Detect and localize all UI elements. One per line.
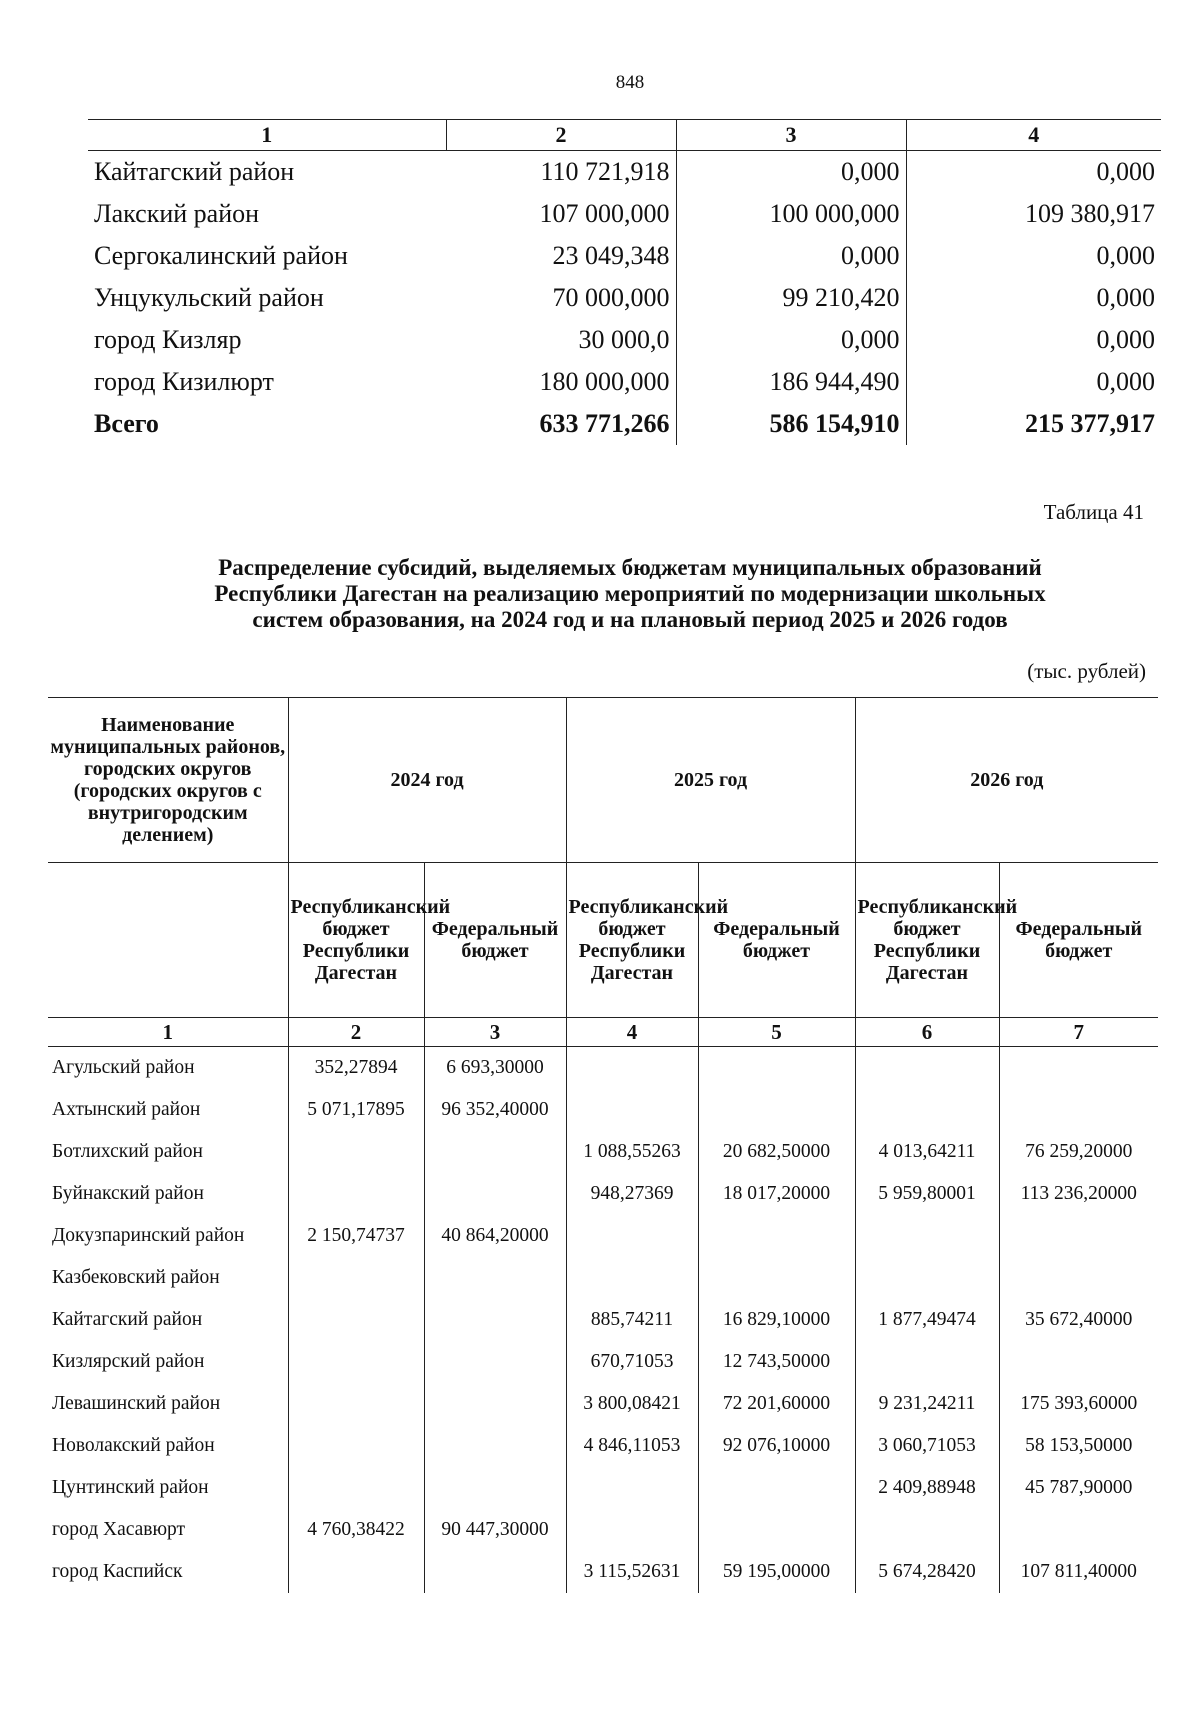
table-row: [48, 1173, 1158, 1215]
value-cell: [424, 1425, 566, 1467]
value-cell: 4 013,64211: [855, 1131, 999, 1173]
district-name: Буйнакский район: [52, 1183, 204, 1204]
value-cell: 72 201,60000: [698, 1383, 855, 1425]
district-name: Лакский район: [94, 199, 260, 228]
district-name: Ахтынский район: [52, 1099, 201, 1120]
value-cell: [698, 1215, 855, 1257]
value-cell: [566, 1257, 698, 1299]
total-value: 633 771,266: [539, 409, 670, 438]
table-row: [48, 1215, 1158, 1257]
value-cell: [999, 1509, 1158, 1551]
district-name: город Кизилюрт: [94, 367, 274, 396]
value-cell: [424, 1341, 566, 1383]
value-cell: 113 236,20000: [999, 1173, 1158, 1215]
table-row: [88, 193, 1161, 235]
value-cell: [855, 1257, 999, 1299]
value-cell: 76 259,20000: [999, 1131, 1158, 1173]
value-cell: 18 017,20000: [698, 1173, 855, 1215]
value-cell: 110 721,918: [540, 157, 670, 186]
value-cell: 0,000: [676, 151, 906, 194]
total-value: 586 154,910: [676, 403, 906, 445]
total-label: Всего: [94, 409, 159, 438]
district-name: Унцукульский район: [94, 283, 324, 312]
value-cell: 16 829,10000: [698, 1299, 855, 1341]
value-cell: [288, 1425, 424, 1467]
page-number: 848: [615, 72, 645, 93]
table-row: [48, 1341, 1158, 1383]
empty-header-cell: [48, 863, 288, 1018]
year-header-2026: 2026 год: [855, 698, 1158, 863]
column-number: 1: [88, 120, 446, 151]
value-cell: [855, 1341, 999, 1383]
district-name: Сергокалинский район: [94, 241, 348, 270]
value-cell: [424, 1131, 566, 1173]
value-cell: 59 195,00000: [698, 1551, 855, 1593]
column-number: 7: [999, 1018, 1158, 1047]
value-cell: [424, 1257, 566, 1299]
table-row: [48, 1299, 1158, 1341]
title-line: систем образования, на 2024 год и на плановый период 2025 и 2026 годов: [252, 607, 1008, 632]
title-line: Распределение субсидий, выделяемых бюджетам муниципальных образований: [218, 555, 1042, 580]
value-cell: 30 000,0: [578, 325, 670, 354]
value-cell: 23 049,348: [552, 241, 670, 270]
table-row: [88, 235, 1161, 277]
name-column-header: Наименование муниципальных районов, городских округов (городских округов с внутригородским делением): [48, 698, 288, 863]
value-cell: [855, 1509, 999, 1551]
value-cell: 90 447,30000: [424, 1509, 566, 1551]
total-row: [88, 403, 1161, 445]
table-row: [48, 1047, 1158, 1090]
value-cell: 107 811,40000: [999, 1551, 1158, 1593]
year-header-2025: 2025 год: [566, 698, 855, 863]
value-cell: 58 153,50000: [999, 1425, 1158, 1467]
value-cell: [855, 1089, 999, 1131]
district-name: Кизлярский район: [52, 1351, 205, 1372]
value-cell: 3 060,71053: [855, 1425, 999, 1467]
value-cell: [566, 1215, 698, 1257]
value-cell: 3 800,08421: [566, 1383, 698, 1425]
value-cell: [999, 1047, 1158, 1090]
republican-budget-header: Республиканский бюджет Республики Дагестан: [855, 863, 999, 1018]
table-row: [48, 1131, 1158, 1173]
value-cell: 12 743,50000: [698, 1341, 855, 1383]
subsidy-distribution-table: [48, 697, 1158, 1593]
value-cell: [424, 1299, 566, 1341]
value-cell: [288, 1467, 424, 1509]
value-cell: 0,000: [676, 235, 906, 277]
value-cell: [698, 1509, 855, 1551]
value-cell: 92 076,10000: [698, 1425, 855, 1467]
value-cell: 0,000: [906, 235, 1161, 277]
value-cell: [288, 1383, 424, 1425]
table-row: [48, 1257, 1158, 1299]
value-cell: 3 115,52631: [566, 1551, 698, 1593]
table-row: [48, 1467, 1158, 1509]
value-cell: [424, 1467, 566, 1509]
value-cell: [288, 1131, 424, 1173]
value-cell: 99 210,420: [676, 277, 906, 319]
value-cell: 109 380,917: [906, 193, 1161, 235]
value-cell: 352,27894: [288, 1047, 424, 1090]
budget-header-row: [48, 863, 1158, 1018]
value-cell: [566, 1047, 698, 1090]
value-cell: 0,000: [906, 319, 1161, 361]
table-body: [48, 1047, 1158, 1594]
value-cell: 1 088,55263: [566, 1131, 698, 1173]
value-cell: 35 672,40000: [999, 1299, 1158, 1341]
value-cell: [288, 1299, 424, 1341]
value-cell: [698, 1467, 855, 1509]
district-name: город Хасавюрт: [52, 1519, 186, 1540]
value-cell: 0,000: [676, 319, 906, 361]
table-row: [88, 319, 1161, 361]
value-cell: 1 877,49474: [855, 1299, 999, 1341]
value-cell: [288, 1257, 424, 1299]
year-header-2024: 2024 год: [288, 698, 566, 863]
value-cell: 948,27369: [566, 1173, 698, 1215]
value-cell: [999, 1089, 1158, 1131]
value-cell: 0,000: [906, 277, 1161, 319]
column-number: 1: [48, 1018, 288, 1047]
value-cell: 0,000: [906, 151, 1161, 194]
federal-budget-header: Федеральный бюджет: [698, 863, 855, 1018]
value-cell: 9 231,24211: [855, 1383, 999, 1425]
column-number-row: [88, 120, 1161, 151]
district-name: Ботлихский район: [52, 1141, 203, 1162]
value-cell: [566, 1089, 698, 1131]
value-cell: [999, 1341, 1158, 1383]
table-row: [48, 1551, 1158, 1593]
table-row: [88, 277, 1161, 319]
value-cell: 670,71053: [566, 1341, 698, 1383]
district-name: Цунтинский район: [52, 1477, 209, 1498]
table-row: [88, 151, 1161, 194]
value-cell: 186 944,490: [676, 361, 906, 403]
table-title: [100, 555, 1160, 633]
value-cell: 20 682,50000: [698, 1131, 855, 1173]
value-cell: 40 864,20000: [424, 1215, 566, 1257]
value-cell: [288, 1551, 424, 1593]
column-number: 6: [855, 1018, 999, 1047]
column-number-row: [48, 1018, 1158, 1047]
value-cell: [698, 1089, 855, 1131]
value-cell: 885,74211: [566, 1299, 698, 1341]
value-cell: [999, 1215, 1158, 1257]
column-number: 4: [906, 120, 1161, 151]
table-label: Таблица 41: [1043, 500, 1144, 524]
value-cell: [424, 1173, 566, 1215]
value-cell: 96 352,40000: [424, 1089, 566, 1131]
value-cell: [698, 1047, 855, 1090]
district-name: Новолакский район: [52, 1435, 215, 1456]
column-number: 4: [566, 1018, 698, 1047]
district-name: Кайтагский район: [94, 157, 295, 186]
column-number: 5: [698, 1018, 855, 1047]
value-cell: [698, 1257, 855, 1299]
value-cell: [855, 1047, 999, 1090]
district-name: Левашинский район: [52, 1393, 221, 1414]
value-cell: 4 846,11053: [566, 1425, 698, 1467]
value-cell: [288, 1341, 424, 1383]
value-cell: 0,000: [906, 361, 1161, 403]
value-cell: 175 393,60000: [999, 1383, 1158, 1425]
value-cell: [566, 1509, 698, 1551]
column-number: 2: [288, 1018, 424, 1047]
value-cell: 180 000,000: [539, 367, 670, 396]
value-cell: [855, 1215, 999, 1257]
table-row: [48, 1383, 1158, 1425]
budget-table-continuation: [88, 119, 1161, 445]
republican-budget-header: Республиканский бюджет Республики Дагестан: [566, 863, 698, 1018]
value-cell: 2 150,74737: [288, 1215, 424, 1257]
table-row: [48, 1089, 1158, 1131]
value-cell: 5 674,28420: [855, 1551, 999, 1593]
column-number: 3: [424, 1018, 566, 1047]
value-cell: 70 000,000: [552, 283, 670, 312]
column-number: 3: [676, 120, 906, 151]
table-row: [88, 361, 1161, 403]
unit-label: (тыс. рублей): [1027, 659, 1146, 683]
republican-budget-header: Республиканский бюджет Республики Дагестан: [288, 863, 424, 1018]
value-cell: 100 000,000: [676, 193, 906, 235]
value-cell: [424, 1551, 566, 1593]
district-name: Агульский район: [52, 1057, 195, 1078]
value-cell: 2 409,88948: [855, 1467, 999, 1509]
value-cell: 5 071,17895: [288, 1089, 424, 1131]
total-value: 215 377,917: [906, 403, 1161, 445]
value-cell: [999, 1257, 1158, 1299]
value-cell: [566, 1467, 698, 1509]
value-cell: 107 000,000: [539, 199, 670, 228]
district-name: Докузпаринский район: [52, 1225, 245, 1246]
year-header-row: [48, 698, 1158, 863]
value-cell: [424, 1383, 566, 1425]
column-number: 2: [446, 120, 676, 151]
value-cell: 4 760,38422: [288, 1509, 424, 1551]
district-name: город Каспийск: [52, 1561, 183, 1582]
title-line: Республики Дагестан на реализацию мероприятий по модернизации школьных: [214, 581, 1046, 606]
value-cell: [288, 1173, 424, 1215]
value-cell: 5 959,80001: [855, 1173, 999, 1215]
federal-budget-header: Федеральный бюджет: [424, 863, 566, 1018]
district-name: город Кизляр: [94, 325, 242, 354]
district-name: Кайтагский район: [52, 1309, 203, 1330]
district-name: Казбековский район: [52, 1267, 220, 1288]
value-cell: 6 693,30000: [424, 1047, 566, 1090]
federal-budget-header: Федеральный бюджет: [999, 863, 1158, 1018]
table-row: [48, 1509, 1158, 1551]
table-row: [48, 1425, 1158, 1467]
value-cell: 45 787,90000: [999, 1467, 1158, 1509]
